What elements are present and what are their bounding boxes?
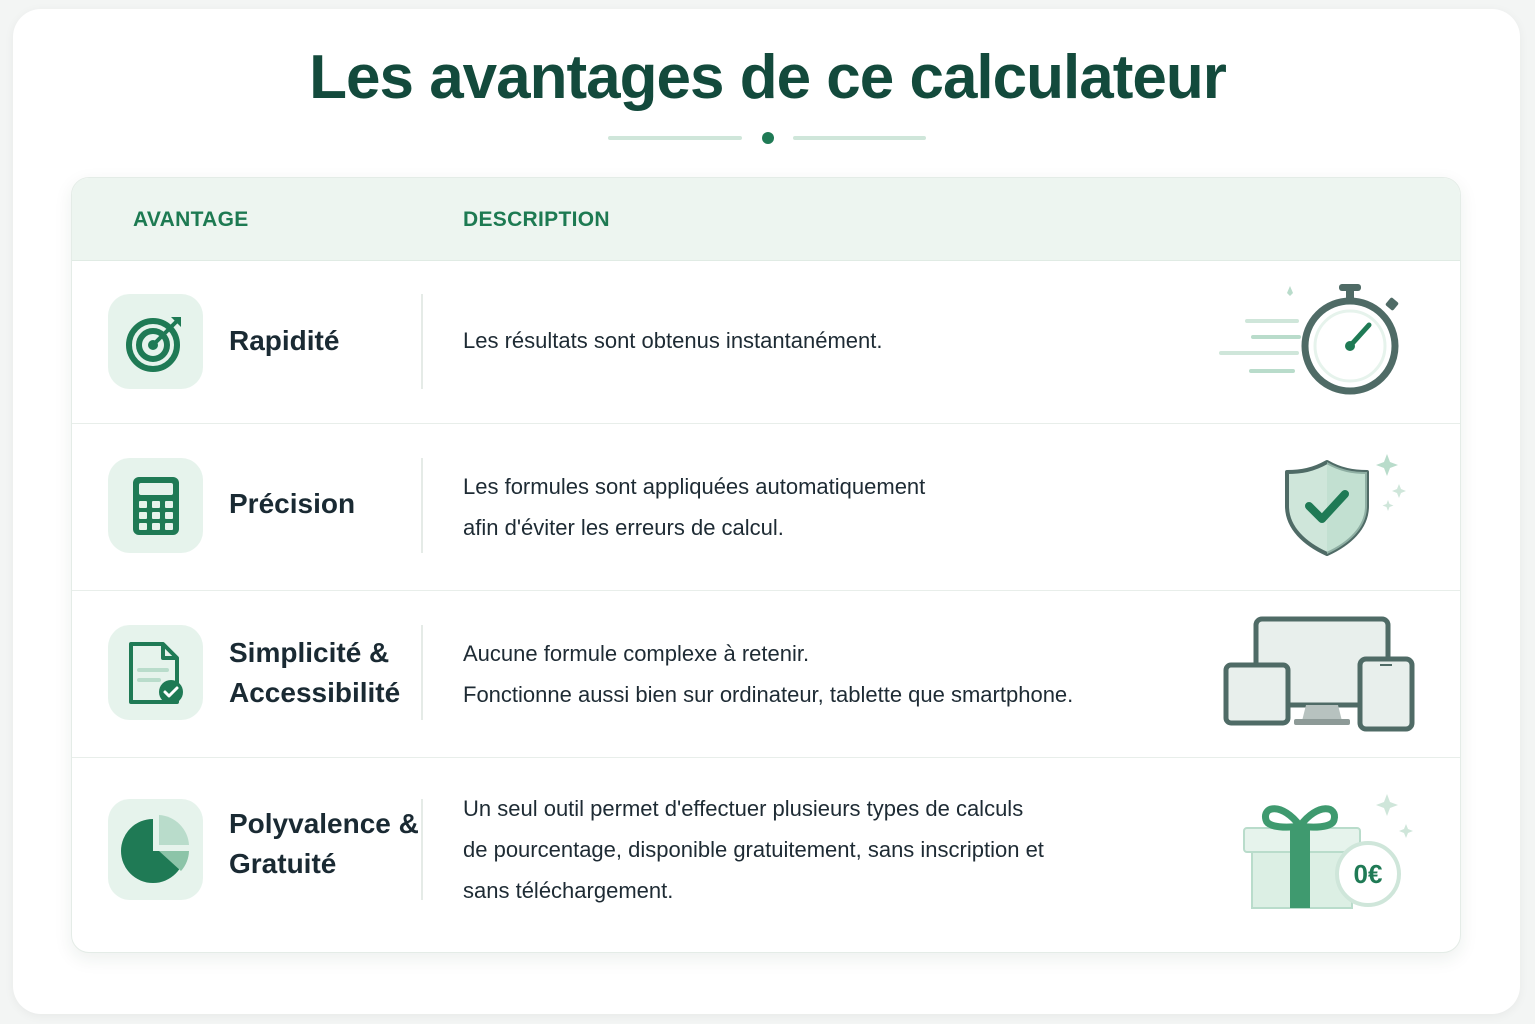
devices-icon <box>1222 615 1422 735</box>
advantages-table <box>71 177 1461 953</box>
advantage-name-line: Polyvalence & <box>229 808 419 839</box>
table-row <box>72 591 1460 758</box>
table-row <box>72 758 1460 953</box>
stopwatch-icon <box>1217 281 1407 401</box>
advantage-description <box>463 788 1044 911</box>
description-line: Un seul outil permet d'effectuer plusieurs types de calculs <box>463 796 1024 821</box>
advantage-name-line: Rapidité <box>229 325 340 356</box>
advantage-description <box>463 320 882 361</box>
advantage-name-line: Accessibilité <box>229 677 401 708</box>
description-line: Fonctionne aussi bien sur ordinateur, tablette que smartphone. <box>463 682 1074 707</box>
document-check-icon <box>108 625 203 720</box>
advantage-name <box>229 633 400 713</box>
column-separator <box>421 799 423 900</box>
advantage-name <box>229 484 355 524</box>
column-separator <box>421 294 423 389</box>
divider-line-right <box>793 136 926 140</box>
table-row <box>72 261 1460 424</box>
advantage-description <box>463 466 925 548</box>
advantage-name-line: Simplicité & <box>229 637 390 668</box>
description-line: afin d'éviter les erreurs de calcul. <box>463 515 784 540</box>
title-divider <box>0 130 1535 146</box>
table-row <box>72 424 1460 591</box>
calculator-icon <box>108 458 203 553</box>
advantage-name <box>229 321 339 361</box>
target-icon <box>108 294 203 389</box>
page-title: Les avantages de ce calculateur <box>309 43 1226 112</box>
shield-check-icon <box>1277 450 1412 560</box>
gift-icon <box>1242 788 1422 913</box>
description-line: de pourcentage, disponible gratuitement, sans inscription et <box>463 837 1044 862</box>
divider-line-left <box>608 136 742 140</box>
divider-dot <box>762 132 774 144</box>
advantage-name-line: Gratuité <box>229 848 337 879</box>
description-line: sans téléchargement. <box>463 878 674 903</box>
table-header <box>72 178 1460 261</box>
advantage-name <box>229 804 419 884</box>
header-advantage: AVANTAGE <box>133 208 249 231</box>
column-separator <box>421 625 423 720</box>
price-badge: 0€ <box>1353 859 1383 889</box>
description-line: Les formules sont appliquées automatiquement <box>463 474 926 499</box>
advantage-description <box>463 633 1073 715</box>
header-description: DESCRIPTION <box>463 208 610 231</box>
advantage-name-line: Précision <box>229 488 356 519</box>
pie-chart-icon <box>108 799 203 900</box>
description-line: Les résultats sont obtenus instantanément. <box>463 328 883 353</box>
description-line: Aucune formule complexe à retenir. <box>463 641 810 666</box>
column-separator <box>421 458 423 553</box>
